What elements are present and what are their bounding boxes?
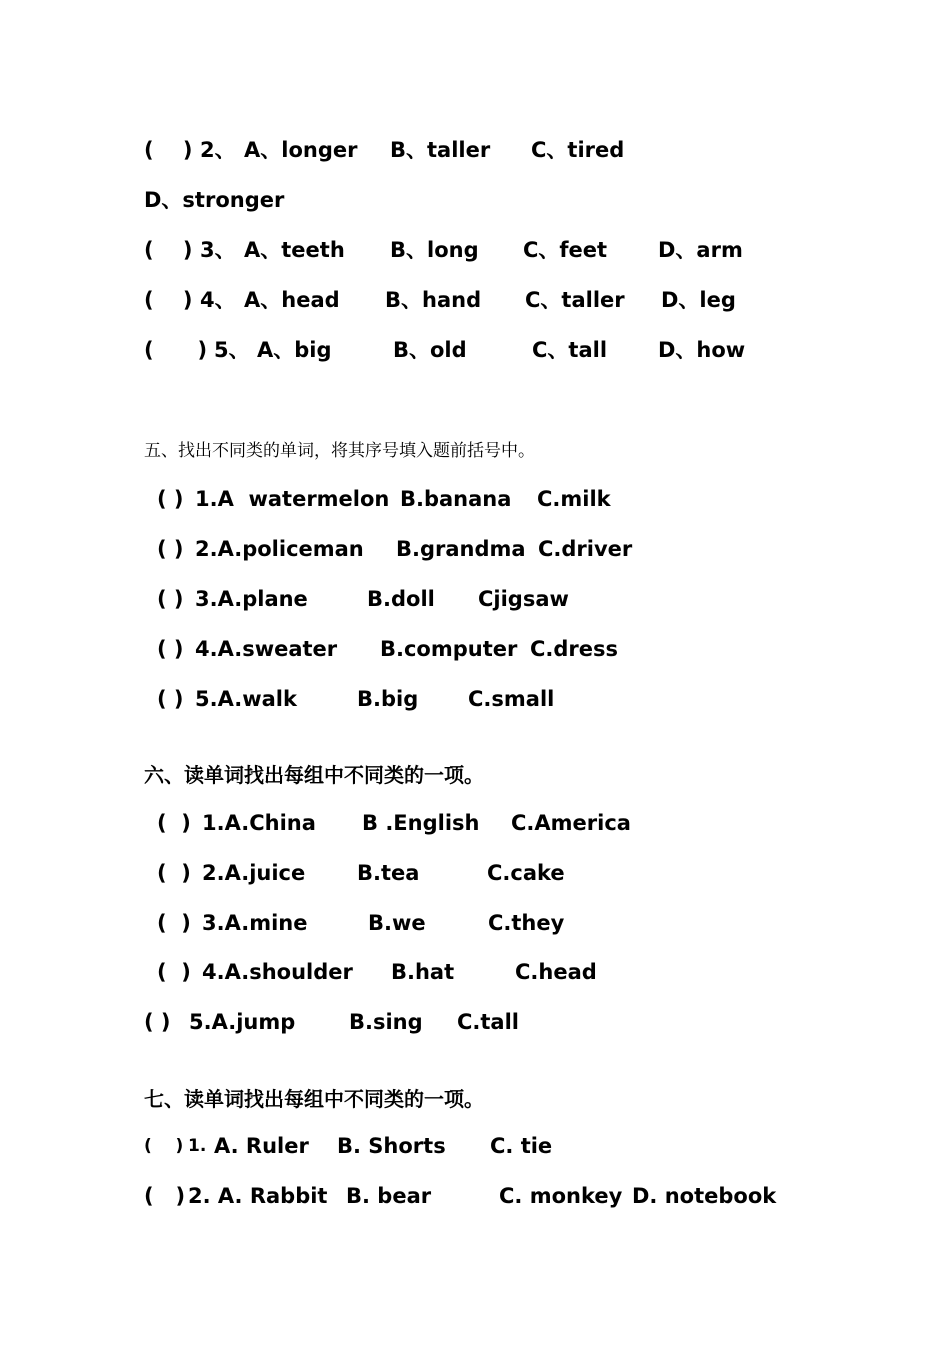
answer-blank[interactable]: ( ) [157, 687, 184, 711]
option-a: 2.A.policeman [195, 537, 364, 561]
option-a: 3.A.plane [195, 587, 308, 611]
s4-question-2 [0, 135, 625, 165]
option-a: A、teeth [244, 238, 345, 262]
option-c: C.small [468, 687, 555, 711]
s4-question-2-cont [0, 185, 285, 215]
option-a: 2.A.juice [202, 861, 306, 885]
option-b: B、hand [385, 288, 482, 312]
answer-blank[interactable]: ( ) [157, 637, 184, 661]
answer-blank[interactable]: ( ) [157, 537, 184, 561]
answer-blank[interactable]: ( ) [157, 960, 191, 984]
answer-blank[interactable]: ( ) [144, 1136, 184, 1156]
s4-question-5 [0, 335, 746, 365]
option-d: D、stronger [144, 188, 285, 212]
answer-blank[interactable]: ( ) [157, 861, 191, 885]
answer-blank[interactable]: ( ) [157, 587, 184, 611]
option-c: C.driver [538, 537, 633, 561]
option-c: C. tie [490, 1134, 553, 1158]
option-c: C.cake [487, 861, 565, 885]
option-b: B、taller [390, 138, 491, 162]
option-c: C、feet [523, 238, 608, 262]
option-b: B.tea [357, 861, 420, 885]
question-number: 2、 [200, 138, 236, 162]
option-a: 5.A.walk [195, 687, 297, 711]
answer-blank[interactable]: ( ) [157, 811, 191, 835]
s4-question-3 [0, 235, 743, 265]
option-a: A、longer [244, 138, 358, 162]
option-b: B.big [357, 687, 419, 711]
section-7-heading: 七、读单词找出每组中不同类的一项。 [144, 1087, 484, 1111]
s5-question-3 [0, 584, 569, 614]
s7-question-1 [0, 1131, 553, 1161]
option-c: C.head [515, 960, 597, 984]
answer-blank[interactable]: ( ) [157, 911, 191, 935]
s4-question-4 [0, 285, 736, 315]
answer-blank[interactable]: ( ) [157, 487, 184, 511]
option-a: A、head [244, 288, 340, 312]
question-number: 3、 [200, 238, 236, 262]
s6-question-4 [0, 957, 597, 987]
option-b: B.grandma [396, 537, 526, 561]
option-b: B、old [393, 338, 467, 362]
option-c: C、taller [525, 288, 625, 312]
option-d: D、arm [658, 238, 743, 262]
option-a: A. Ruler [214, 1134, 309, 1158]
option-c: C.milk [537, 487, 611, 511]
option-a: 4.A.shoulder [202, 960, 353, 984]
option-a: 4.A.sweater [195, 637, 338, 661]
s6-question-2 [0, 858, 565, 888]
section-5-heading: 五、找出不同类的单词，将其序号填入题前括号中。 [144, 441, 535, 461]
option-c: Cjigsaw [478, 587, 569, 611]
question-number: 4、 [200, 288, 236, 312]
option-c: C、tall [532, 338, 608, 362]
option-a: 1.A watermelon [195, 487, 390, 511]
s5-question-2 [0, 534, 633, 564]
option-d: D、how [658, 338, 746, 362]
question-number: 1. [188, 1136, 207, 1156]
answer-blank[interactable]: ( ) [144, 1010, 171, 1034]
option-d: D、leg [661, 288, 736, 312]
option-a: 1.A.China [202, 811, 316, 835]
s5-question-1 [0, 484, 611, 514]
option-b: B.doll [367, 587, 435, 611]
answer-blank[interactable]: ( ) [144, 288, 193, 312]
answer-blank[interactable]: ( ) [144, 1184, 186, 1208]
option-b: B.hat [391, 960, 455, 984]
s6-question-5 [0, 1007, 519, 1037]
option-c: C、tired [531, 138, 625, 162]
option-a: 2. A. Rabbit [188, 1184, 328, 1208]
option-b: B.computer [380, 637, 518, 661]
option-c: C. monkey [499, 1184, 623, 1208]
option-d: D. notebook [632, 1184, 777, 1208]
s6-question-3 [0, 908, 565, 938]
option-c: C.tall [457, 1010, 519, 1034]
option-b: B、long [390, 238, 479, 262]
option-b: B.banana [400, 487, 512, 511]
question-number: 5、 [214, 338, 250, 362]
s5-question-5 [0, 684, 555, 714]
answer-blank[interactable]: ( ) [144, 238, 193, 262]
option-b: B.we [368, 911, 426, 935]
option-b: B .English [362, 811, 480, 835]
s5-question-4 [0, 634, 619, 664]
option-b: B.sing [349, 1010, 423, 1034]
section-6-heading: 六、读单词找出每组中不同类的一项。 [144, 763, 484, 787]
option-b: B. Shorts [337, 1134, 446, 1158]
answer-blank[interactable]: ( ) [144, 138, 193, 162]
s6-question-1 [0, 808, 631, 838]
option-c: C.dress [530, 637, 619, 661]
s7-question-2 [0, 1181, 777, 1211]
option-b: B. bear [346, 1184, 432, 1208]
option-a: A、big [257, 338, 332, 362]
option-c: C.they [488, 911, 565, 935]
option-c: C.America [511, 811, 631, 835]
option-a: 3.A.mine [202, 911, 308, 935]
option-a: 5.A.jump [189, 1010, 296, 1034]
answer-blank[interactable]: ( ) [144, 338, 208, 362]
